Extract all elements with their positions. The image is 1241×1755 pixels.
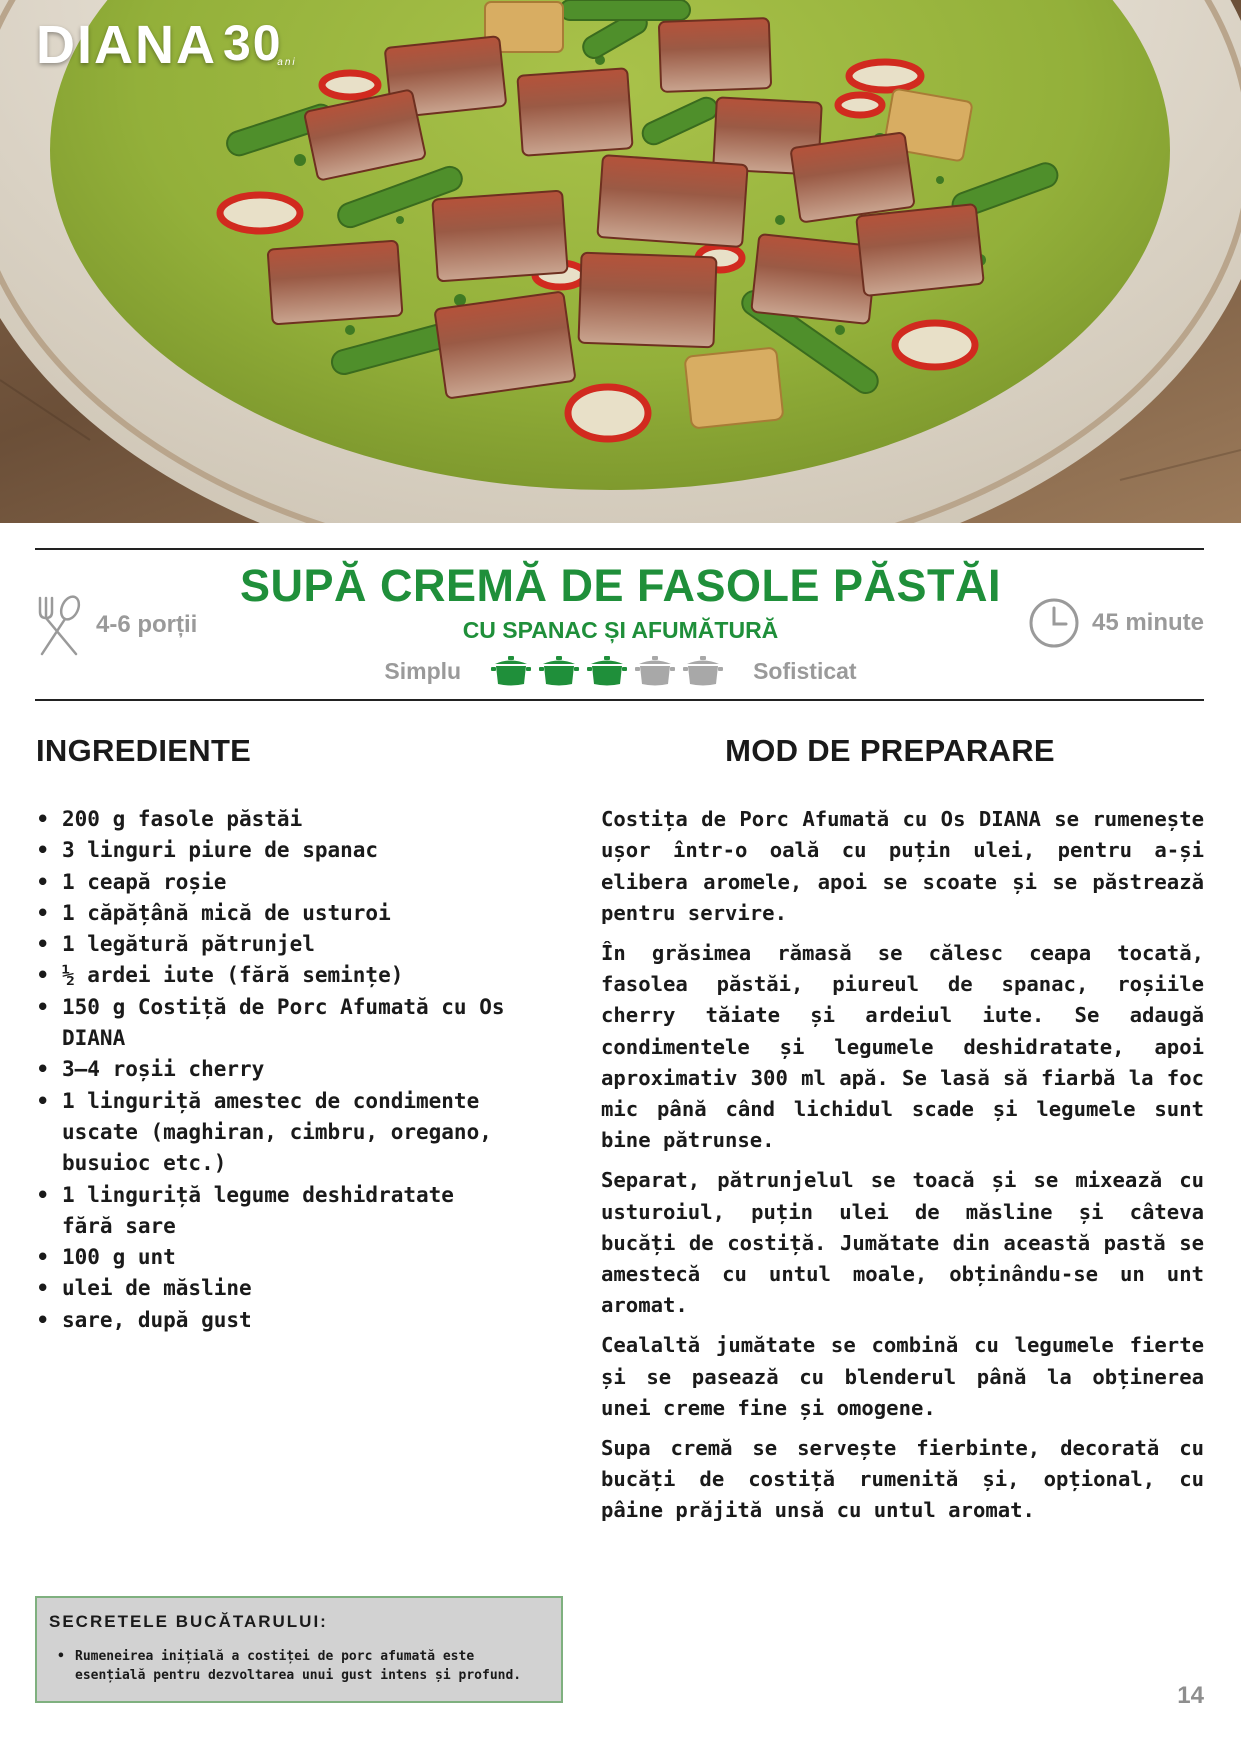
ingredient-item: • 1 ceapă roșie [36,867,506,898]
time-label: 45 minute [1091,609,1204,636]
recipe-title: SUPĂ CREMĂ DE FASOLE PĂSTĂI [239,560,1002,611]
recipe-subtitle: CU SPANAC ȘI AFUMĂTURĂ [462,617,779,643]
method-step: Costița de Porc Afumată cu Os DIANA se rumenește ușor într-o oală cu puțin ulei, pentru a-și elibera aromele, apoi se scoate și se păstrează pentru servire. [601,807,1204,925]
ingredient-item: • sare, după gust [36,1305,506,1336]
ingredient-item: • 3 linguri piure de spanac [36,835,506,866]
difficulty-min-label: Simplu [384,657,462,684]
soup-bowl-illustration [0,0,1241,523]
pot-icon-filled [539,655,579,687]
ingredient-item: • ulei de măsline [36,1273,506,1304]
ingredient-item: • 3–4 roșii cherry [36,1054,506,1085]
pot-icon-empty [635,655,675,687]
anniversary-suffix: ani [277,57,297,68]
method-step: Separat, pătrunjelul se toacă și se mixează cu usturoiul, puțin ulei de măsline și câteva bucăți de costiță. Jumătate din această pastă se amestecă cu untul moale, obținându-se un unt aromat. [601,1168,1204,1318]
anniversary-badge [223,14,297,72]
ingredients-list [36,804,506,1336]
pot-icon-filled [587,655,627,687]
method-heading: MOD DE PREPARARE [725,733,1055,768]
hero-photo [0,0,1241,523]
page-number: 14 [1177,1682,1204,1709]
ingredient-item: • 1 linguriță amestec de condimente uscate (maghiran, cimbru, oregano, busuioc etc.) [36,1086,506,1180]
servings-label: 4-6 porții [96,611,198,638]
chef-secrets-box [35,1596,563,1703]
anniversary-number: 30 [223,15,283,71]
chef-secret-item: • Rumeneirea inițială a costiței de porc afumată este esențială pentru dezvoltarea unui gust intens și profund. [49,1648,549,1685]
ingredient-item: • 150 g Costiță de Porc Afumată cu Os DIANA [36,992,506,1055]
brand-name: DIANA [36,15,217,75]
difficulty-max-label: Sofisticat [753,657,857,684]
ingredient-item: • 1 legătură pătrunjel [36,929,506,960]
method-steps [601,804,1204,1535]
method-step: Supa cremă se servește fierbinte, decorată cu bucăți de costiță rumenită și, opțional, cu pâine prăjită unsă cu untul aromat. [601,1435,1204,1523]
ingredient-item: • 1 linguriță legume deshidratate fără sare [36,1180,506,1243]
ingredients-heading: INGREDIENTE [36,733,252,768]
pot-icon-filled [491,655,531,687]
clock-icon [1028,597,1080,649]
ingredient-item: • 1 căpățână mică de usturoi [36,898,506,929]
chef-secrets-list [49,1648,549,1685]
method-step: Cealaltă jumătate se combină cu legumele fierte și se pasează cu blenderul până la obținerea unei creme fine și omogene. [601,1333,1204,1420]
chef-secrets-heading: SECRETELE BUCĂTARULUI: [49,1612,328,1631]
difficulty-scale [0,655,1241,687]
ingredient-item: • 100 g unt [36,1242,506,1273]
pot-icon-empty [683,655,723,687]
ingredient-item: • ½ ardei iute (fără semințe) [36,960,506,991]
title-top-rule [35,548,1204,550]
method-step: În grăsimea rămasă se călesc ceapa tocată, fasolea păstăi, piureul de spanac, roșiile cherry tăiate și ardeiul iute. Se adaugă condimentele și legumele deshidratate, apoi aproximativ 300 ml apă. Se lasă să fiarbă la foc mic până când lichidul scade și legumele sunt bine pătrunse. [601,940,1204,1153]
title-bottom-rule [35,699,1204,701]
diana-30-logo [36,14,297,76]
time-info [1028,597,1204,649]
difficulty-pots [491,655,723,687]
ingredient-item: • 200 g fasole păstăi [36,804,506,835]
